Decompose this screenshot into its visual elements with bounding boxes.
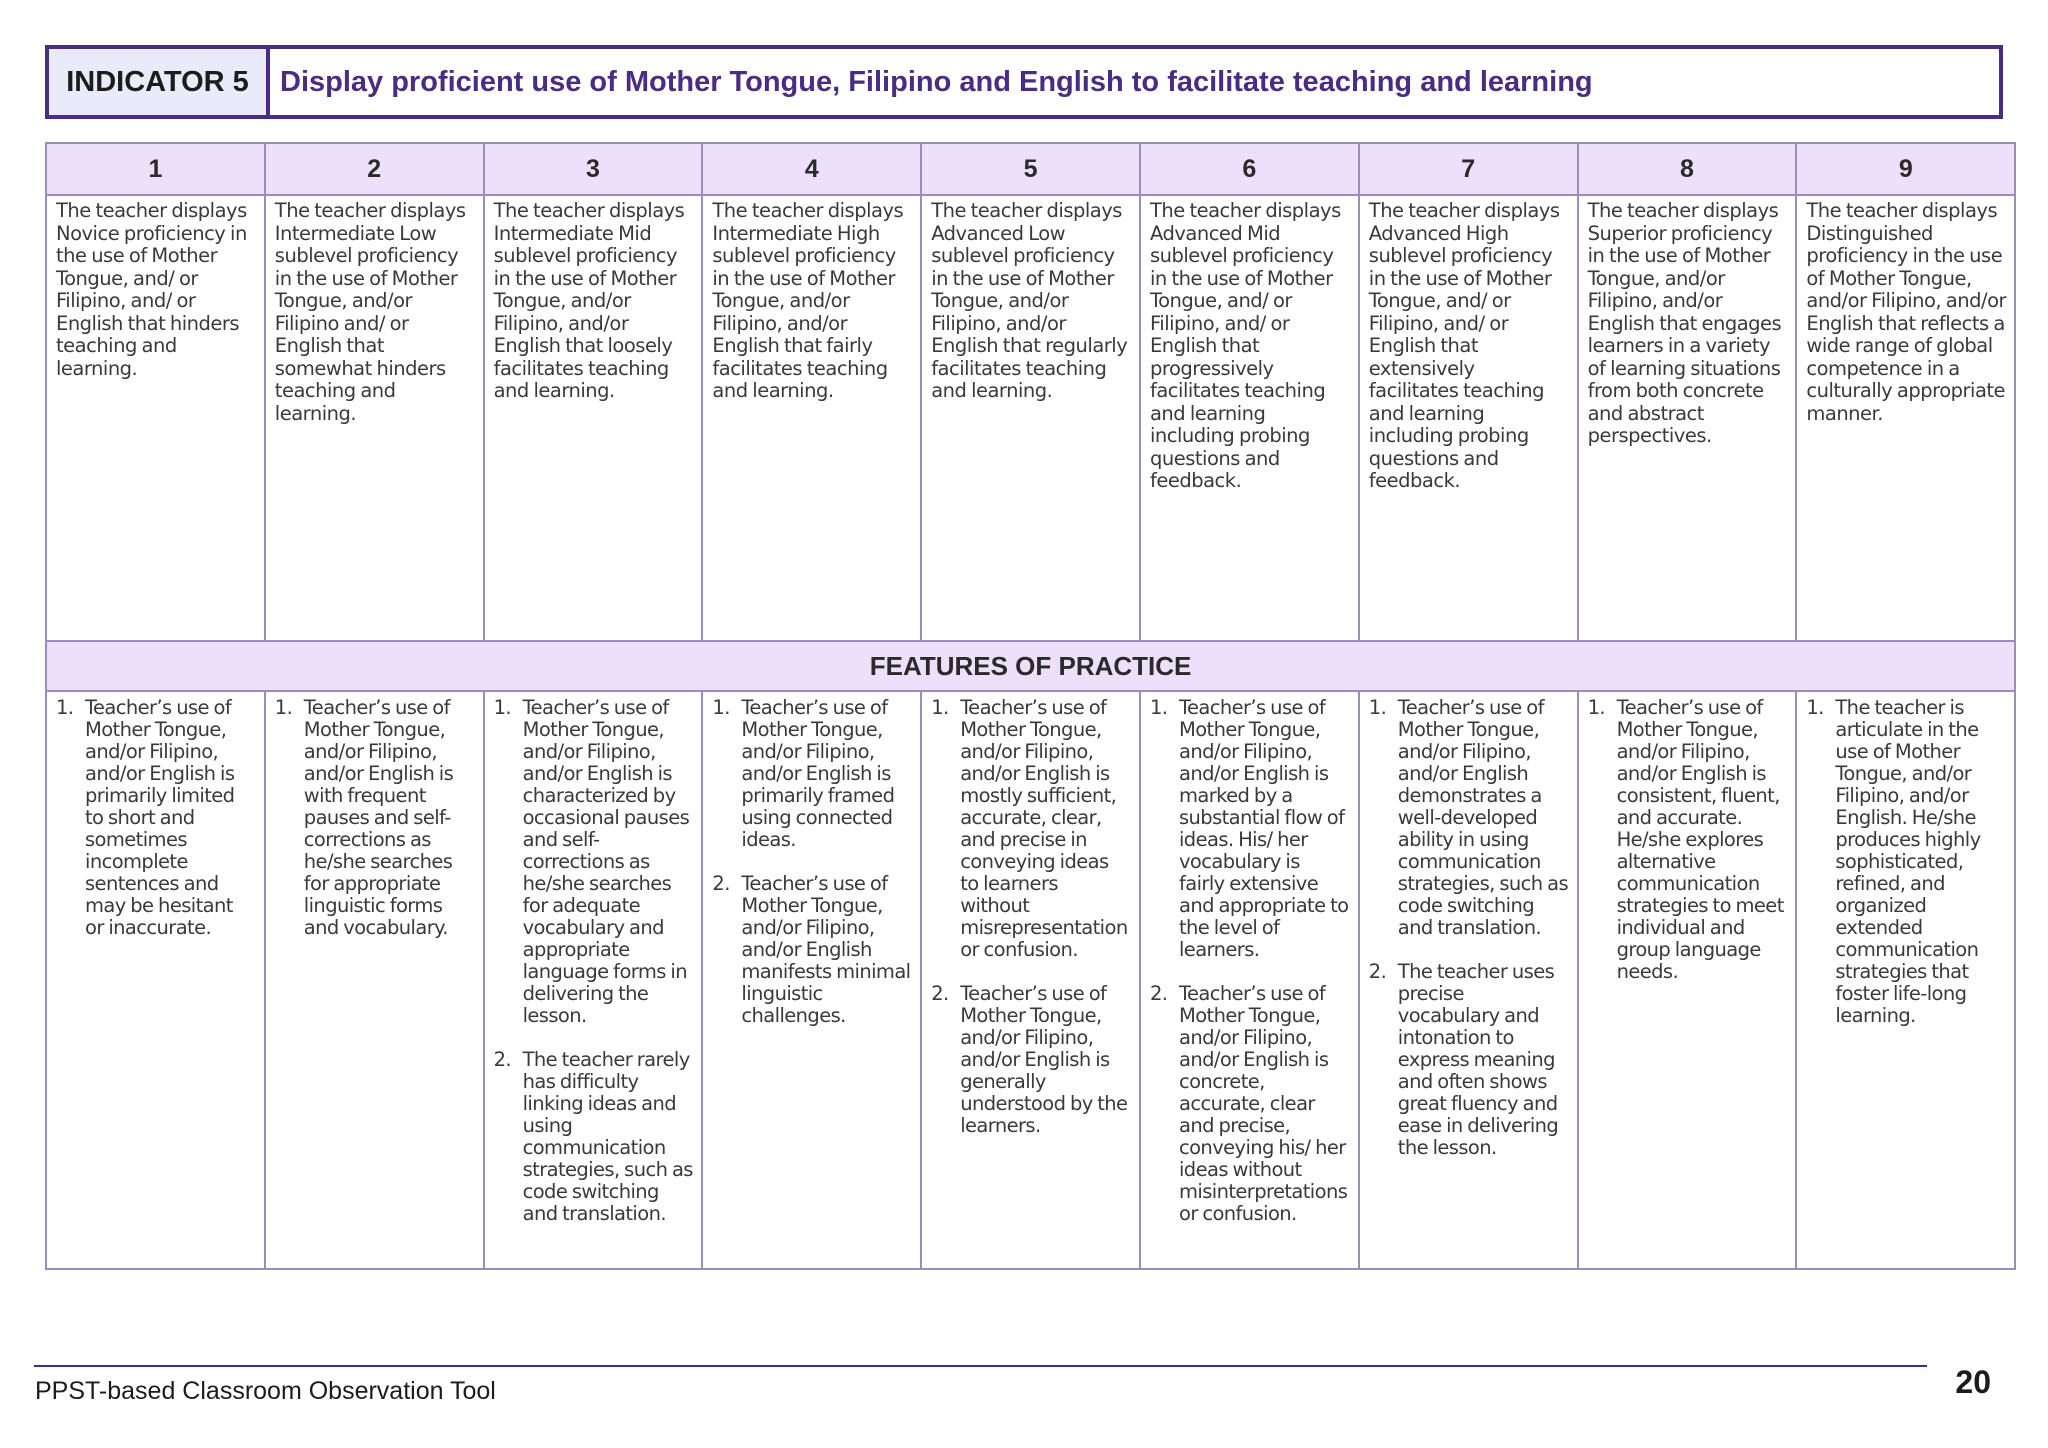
feature-text: The teacher is articulate in the use of Mother Tongue, and/or Filipino, and/or English. He/she produces highly sophisticated, refined, and organized extended communication strategies that foster life-long learning. [1835, 696, 1981, 1027]
feature-text: Teacher’s use of Mother Tongue, and/or Filipino, and/or English is generally understood by the learners. [960, 982, 1128, 1137]
level-description: The teacher displays Advanced Mid sublevel proficiency in the use of Mother Tongue, and/ or Filipino, and/ or English that progressively facilitates teaching and learning including probing questions and feedback. [1140, 195, 1359, 641]
feature-number: 1. [931, 696, 949, 719]
level-description: The teacher displays Intermediate Low sublevel proficiency in the use of Mother Tongue, and/or Filipino and/ or English that somewhat hinders teaching and learning. [265, 195, 484, 641]
level-header: 8 [1578, 143, 1797, 195]
features-list [494, 697, 694, 1225]
feature-number: 1. [1806, 696, 1824, 719]
feature-text: Teacher’s use of Mother Tongue, and/or Filipino, and/or English is primarily framed using connected ideas. [741, 696, 895, 851]
feature-item [1369, 697, 1569, 939]
features-cell [1140, 691, 1359, 1269]
level-description-row [46, 195, 2015, 641]
feature-item [1150, 983, 1350, 1225]
feature-number: 1. [274, 696, 293, 719]
features-cell [921, 691, 1140, 1269]
feature-text: Teacher’s use of Mother Tongue, and/or Filipino, and/or English is mostly sufficient, accurate, clear, and precise in conveying ideas to learners without misrepresentation or confusion. [960, 696, 1128, 961]
level-header: 4 [702, 143, 921, 195]
page-number: 20 [1955, 1364, 1991, 1400]
feature-number: 1. [1587, 696, 1605, 719]
feature-text: Teacher’s use of Mother Tongue, and/or Filipino, and/or English is with frequent pauses and self-corrections as he/she searches for appropriate linguistic forms and vocabulary. [303, 696, 454, 939]
features-cell [702, 691, 921, 1269]
features-list [712, 697, 912, 1027]
feature-item [494, 1049, 694, 1225]
level-description: The teacher displays Distinguished proficiency in the use of Mother Tongue, and/or Filipino, and/or English that reflects a wide range of global competence in a culturally appropriate manner. [1796, 195, 2015, 641]
level-description: The teacher displays Novice proficiency in the use of Mother Tongue, and/ or Filipino, and/ or English that hinders teaching and learning. [46, 195, 265, 641]
footer-tool-name: PPST-based Classroom Observation Tool [35, 1377, 496, 1405]
feature-text: Teacher’s use of Mother Tongue, and/or Filipino, and/or English is characterized by occasional pauses and self-corrections as he/she searches for adequate vocabulary and appropriate language forms in delivering the lesson. [522, 696, 690, 1027]
feature-number: 1. [493, 696, 511, 719]
level-description: The teacher displays Intermediate Mid sublevel proficiency in the use of Mother Tongue, and/or Filipino, and/or English that loosely facilitates teaching and learning. [484, 195, 703, 641]
level-header: 2 [265, 143, 484, 195]
feature-item [931, 697, 1131, 961]
level-description: The teacher displays Superior proficiency in the use of Mother Tongue, and/or Filipino, and/or English that engages learners in a variety of learning situations from both concrete and abstract perspectives. [1578, 195, 1797, 641]
feature-item [56, 697, 256, 939]
feature-text: The teacher uses precise vocabulary and intonation to express meaning and often shows great fluency and ease in delivering the lesson. [1397, 960, 1559, 1159]
features-list [1150, 697, 1350, 1225]
feature-number: 1. [712, 696, 730, 719]
feature-item [712, 697, 912, 851]
features-cell [484, 691, 703, 1269]
features-list [1588, 697, 1788, 983]
indicator-label: INDICATOR 5 [49, 49, 270, 115]
feature-text: Teacher’s use of Mother Tongue, and/or Filipino, and/or English demonstrates a well-developed ability in using communication strategies, such as code switching and translation. [1397, 696, 1569, 939]
level-header: 6 [1140, 143, 1359, 195]
feature-text: Teacher’s use of Mother Tongue, and/or Filipino, and/or English is marked by a substantial flow of ideas. His/ her vocabulary is fairly extensive and appropriate to the level of learners. [1178, 696, 1349, 961]
feature-item [1150, 697, 1350, 961]
indicator-banner [45, 45, 2003, 119]
feature-item [494, 697, 694, 1027]
features-list [56, 697, 256, 939]
feature-text: Teacher’s use of Mother Tongue, and/or Filipino, and/or English is concrete, accurate, clear and precise, conveying his/ her ideas without misinterpretations or confusion. [1178, 982, 1348, 1225]
feature-item [1369, 961, 1569, 1159]
features-cell [1359, 691, 1578, 1269]
feature-item [275, 697, 475, 939]
features-cell [1578, 691, 1797, 1269]
feature-text: Teacher’s use of Mother Tongue, and/or Filipino, and/or English is consistent, fluent, and accurate. He/she explores alternative communication strategies to meet individual and group language needs. [1616, 696, 1784, 983]
feature-number: 2. [712, 872, 730, 895]
features-cell [265, 691, 484, 1269]
features-heading-row [46, 641, 2015, 691]
features-list [931, 697, 1131, 1137]
feature-number: 2. [931, 982, 949, 1005]
feature-item [1588, 697, 1788, 983]
feature-number: 1. [56, 696, 74, 719]
features-cell [46, 691, 265, 1269]
feature-number: 2. [493, 1048, 511, 1071]
feature-number: 1. [1368, 696, 1387, 719]
rubric-table [45, 142, 2016, 1270]
features-list [1806, 697, 2006, 1027]
features-list [1369, 697, 1569, 1159]
feature-text: Teacher’s use of Mother Tongue, and/or Filipino, and/or English is primarily limited to short and sometimes incomplete sentences and may be hesitant or inaccurate. [85, 696, 235, 939]
feature-item [1806, 697, 2006, 1027]
feature-text: Teacher’s use of Mother Tongue, and/or Filipino, and/or English manifests minimal linguistic challenges. [741, 872, 911, 1027]
level-header: 7 [1359, 143, 1578, 195]
level-header: 5 [921, 143, 1140, 195]
feature-item [712, 873, 912, 1027]
features-row [46, 691, 2015, 1269]
level-header: 1 [46, 143, 265, 195]
features-list [275, 697, 475, 939]
footer-divider [34, 1365, 1927, 1367]
indicator-title: Display proficient use of Mother Tongue, Filipino and English to facilitate teaching and learning [280, 65, 1593, 98]
level-header: 9 [1796, 143, 2015, 195]
features-cell [1796, 691, 2015, 1269]
level-description: The teacher displays Advanced Low sublevel proficiency in the use of Mother Tongue, and/or Filipino, and/or English that regularly facilitates teaching and learning. [921, 195, 1140, 641]
feature-number: 2. [1149, 982, 1168, 1005]
features-heading: FEATURES OF PRACTICE [46, 641, 2015, 691]
feature-item [931, 983, 1131, 1137]
feature-text: The teacher rarely has difficulty linking ideas and using communication strategies, such as code switching and translation. [522, 1048, 693, 1225]
feature-number: 2. [1368, 960, 1387, 983]
level-description: The teacher displays Advanced High sublevel proficiency in the use of Mother Tongue, and/ or Filipino, and/ or English that extensively facilitates teaching and learning including probing questions and feedback. [1359, 195, 1578, 641]
level-description: The teacher displays Intermediate High sublevel proficiency in the use of Mother Tongue, and/or Filipino, and/or English that fairly facilitates teaching and learning. [702, 195, 921, 641]
level-header: 3 [484, 143, 703, 195]
level-header-row [46, 143, 2015, 195]
feature-number: 1. [1149, 696, 1168, 719]
